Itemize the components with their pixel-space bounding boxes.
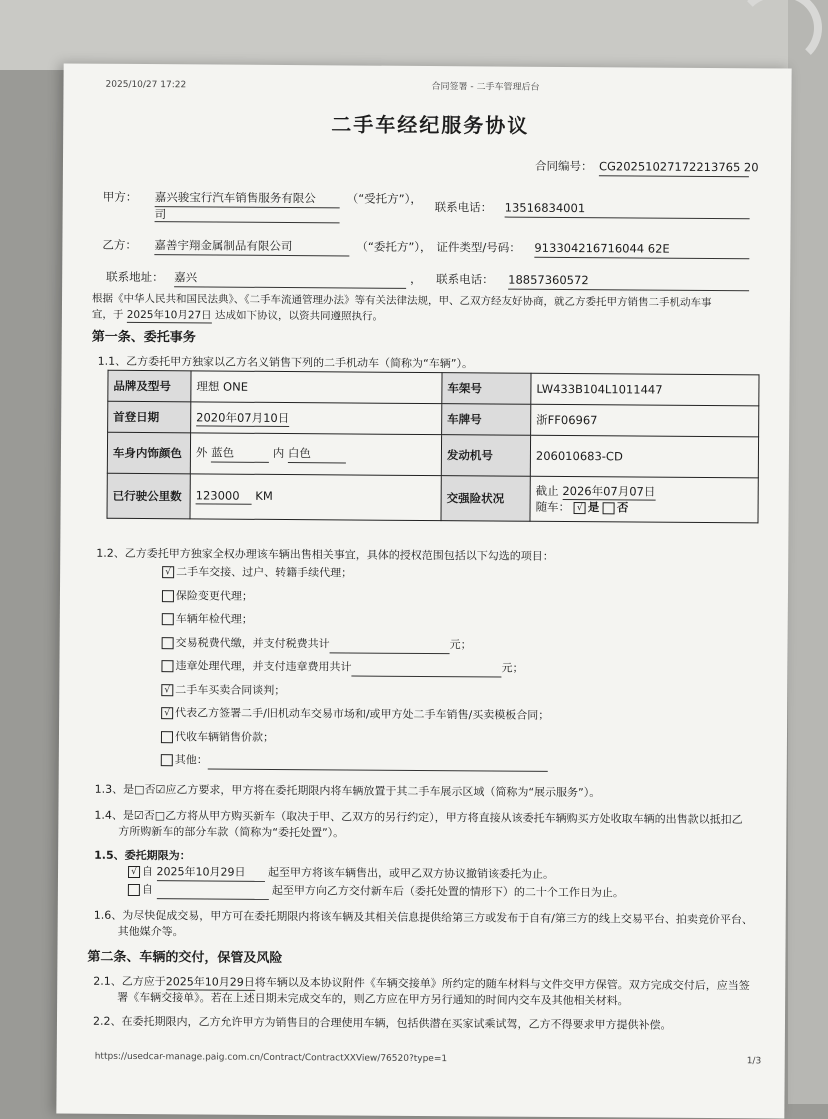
authorization-blank <box>208 752 548 771</box>
term-1-text: 起至甲方将该车辆售出，或甲乙双方协议撤销该委托为止。 <box>267 865 555 881</box>
term-1-date: 2025年10月29日 <box>156 864 264 882</box>
authorization-suffix: 元； <box>449 637 472 651</box>
color-cell <box>190 433 441 476</box>
authorization-item <box>161 705 549 723</box>
clause-1-4-line1: 1.4、是☑否□乙方将从甲方购买新车（取决于甲、乙双方的另行约定），甲方将直接从该委托车辆购买方处收取车辆的出售款以抵扣乙 <box>94 808 743 827</box>
brand-label: 品牌及型号 <box>108 370 191 402</box>
preamble-date: 2025年10月27日 <box>126 308 212 322</box>
term-1-checkbox[interactable]: √ <box>128 866 140 878</box>
plate-value: 浙FF06967 <box>531 404 759 437</box>
reg-date-cell <box>191 402 442 435</box>
with-car-no-checkbox[interactable] <box>603 502 615 514</box>
authorization-label: 二手车买卖合同谈判； <box>175 682 286 697</box>
authorization-checkbox[interactable] <box>162 637 174 649</box>
party-a-role: （“受托方”）， <box>346 191 422 206</box>
authorization-item <box>161 752 548 772</box>
clause-1-5: 1.5、委托期限为： <box>94 848 191 863</box>
mileage-cell <box>190 474 441 521</box>
party-b-address: 嘉兴 <box>174 270 406 289</box>
party-b-id: 913304216716044 62E <box>534 241 749 260</box>
authorization-checkbox[interactable] <box>161 754 173 766</box>
party-b-label: 乙方： <box>102 237 137 252</box>
contract-no: CG20251027172213765 20 <box>599 159 749 177</box>
authorization-item <box>162 564 352 580</box>
clause-1-4-line2: 方所购新车的部分车款（简称为“委托处置”）。 <box>118 824 345 840</box>
authorization-label: 违章处理代理，并支付违章费用共计 <box>175 659 352 674</box>
ext-color: 蓝色 <box>211 445 269 463</box>
clause-1-2: 1.2、乙方委托甲方独家全权办理该车辆出售相关事宜，具体的授权范围包括以下勾选的项目： <box>96 546 554 563</box>
authorization-label: 代收车辆销售价款； <box>174 729 275 744</box>
section1-heading: 第一条、委托事务 <box>91 329 196 346</box>
preamble-post: 达成如下协议，以资共同遵照执行。 <box>215 309 384 323</box>
ext-prefix: 外 <box>195 445 208 460</box>
background-wall <box>0 0 828 70</box>
authorization-label: 保险变更代理； <box>175 588 254 603</box>
authorization-suffix: 元； <box>501 661 524 675</box>
with-car-label: 随车： <box>535 499 571 515</box>
clause-1-6-line2: 其他媒介等。 <box>117 924 184 939</box>
clause-2-1-date: 2025年10月29日 <box>165 975 255 989</box>
party-a-phone-label: 联系电话： <box>434 200 493 215</box>
authorization-item <box>161 658 523 678</box>
reg-date-label: 首登日期 <box>108 401 191 433</box>
mileage-label: 已行驶公里数 <box>107 473 190 519</box>
authorization-item <box>161 729 274 745</box>
footer-page: 1/3 <box>746 1056 762 1067</box>
insurance-cell <box>530 476 758 523</box>
authorization-checkbox[interactable] <box>162 613 174 625</box>
term-1-prefix: 自 <box>141 865 154 879</box>
authorization-checkbox[interactable]: √ <box>161 684 173 696</box>
preamble-line2 <box>92 308 383 325</box>
authorization-label: 车辆年检代理； <box>175 612 253 626</box>
cable <box>736 0 822 66</box>
contract-paper <box>56 63 791 1118</box>
term-2-date-blank <box>156 882 268 900</box>
mileage-value: 123000 <box>196 488 252 504</box>
authorization-label: 二手车交接、过户、转籍手续代理； <box>176 565 353 580</box>
vin-value: LW433B104L1011447 <box>531 373 759 406</box>
authorization-checkbox[interactable] <box>161 731 173 743</box>
party-b-address-label: 联系地址： <box>106 269 164 285</box>
authorization-blank <box>351 659 501 677</box>
authorization-item <box>162 588 253 604</box>
party-a-label: 甲方： <box>102 189 138 204</box>
term-2 <box>128 882 624 902</box>
party-b-phone-label: 联系电话： <box>436 272 494 287</box>
insurance-label: 交强险状况 <box>441 476 530 522</box>
authorization-item <box>161 682 285 698</box>
comma: ， <box>410 271 422 286</box>
insurance-until: 2026年07月07日 <box>562 483 656 499</box>
background-edge <box>788 0 828 1104</box>
party-b-name: 嘉善宇翔金属制品有限公司 <box>154 238 349 256</box>
authorization-label: 交易税费代缴，并支付税费共计 <box>175 635 330 650</box>
authorization-checkbox[interactable]: √ <box>161 707 173 719</box>
party-b-role: （“委托方”）， <box>356 239 432 255</box>
authorization-checkbox[interactable] <box>161 660 173 672</box>
clause-1-1: 1.1、乙方委托甲方独家以乙方名义销售下列的二手机动车（简称为“车辆”）。 <box>97 354 474 371</box>
clause-2-1-line2: 署《车辆交接单》。若在上述日期未完成交车的，则乙方应在甲方另行通知的时间内交车及其他相关材料。 <box>117 990 629 1008</box>
print-system-title: 合同签署 - 二手车管理后台 <box>431 82 540 93</box>
party-b-phone: 18857360572 <box>508 273 749 292</box>
authorization-blank <box>330 636 450 654</box>
section2-heading: 第二条、车辆的交付，保管及风险 <box>87 949 283 967</box>
party-a-phone: 13516834001 <box>505 201 750 220</box>
document-title: 二手车经纪服务协议 <box>331 112 530 138</box>
engine-value: 206010683-CD <box>530 435 758 478</box>
no-label: 否 <box>616 500 629 515</box>
authorization-item <box>162 635 472 654</box>
brand-value: 理想 ONE <box>191 371 442 404</box>
int-prefix: 内 <box>272 445 285 461</box>
plate-label: 车牌号 <box>442 404 531 436</box>
preamble-line1: 根据《中华人民共和国民法典》、《二手车流通管理办法》等有关法律法规，甲、乙双方经友好协商，就乙方委托甲方销售二手机动车事 <box>91 292 712 310</box>
vehicle-table <box>106 370 759 524</box>
reg-date-value: 2020年07月10日 <box>196 410 290 426</box>
color-label: 车身内饰颜色 <box>107 432 190 474</box>
authorization-checkbox[interactable]: √ <box>162 566 174 578</box>
vin-label: 车架号 <box>442 373 531 405</box>
preamble-pre: 宜，于 <box>91 308 124 321</box>
with-car-yes-checkbox[interactable]: √ <box>574 502 586 514</box>
authorization-label: 其他： <box>174 753 208 767</box>
clause-2-2: 2.2、在委托期限内，乙方允许甲方为销售目的合理使用车辆，包括供潜在买家试乘试驾，乙方不得要求甲方提供补偿。 <box>92 1014 672 1032</box>
insurance-prefix: 截止 <box>535 483 559 498</box>
clause-1-3: 1.3、是□否☑应乙方要求，甲方将在委托期限内将车辆放置于其二手车展示区域（简称为“展示服务”）。 <box>94 782 601 800</box>
clause-1-6-line1: 1.6、为尽快促成交易，甲方可在委托期限内将该车辆及其相关信息提供给第三方或发布于自有/第三方的线上交易平台、拍卖竞价平台、 <box>93 908 753 927</box>
term-2-text: 起至甲方向乙方交付新车后（委托处置的情形下）的二十个工作日为止。 <box>271 883 624 900</box>
yes-label: 是 <box>587 500 600 515</box>
footer-url: https://usedcar-manage.paig.com.cn/Contract/ContractXXView/76520?type=1 <box>94 1051 448 1065</box>
party-a-underline <box>155 221 340 223</box>
print-datetime: 2025/10/27 17:22 <box>105 79 187 91</box>
party-a-name-line2: 司 <box>154 207 167 222</box>
term-1 <box>128 864 554 884</box>
authorization-checkbox[interactable] <box>162 590 174 602</box>
authorization-label: 代表乙方签署二手/旧机动车交易市场和/或甲方处二手车销售/买卖模板合同； <box>175 706 550 722</box>
mileage-unit: KM <box>255 488 273 503</box>
party-b-id-label: 证件类型/号码： <box>436 240 521 255</box>
term-2-prefix: 自 <box>141 883 153 897</box>
int-color: 白色 <box>288 445 346 463</box>
authorization-item <box>162 611 253 627</box>
contract-no-label: 合同编号： <box>534 158 593 174</box>
party-a-name-line1: 嘉兴骏宝行汽车销售服务有限公 <box>155 190 340 208</box>
clause-2-1-pre: 2.1、乙方应于 <box>93 974 166 989</box>
clause-2-1-post: 将车辆以及本协议附件《车辆交接单》所约定的随车材料与文件交甲方保管。双方完成交付后，应当签 <box>254 975 750 993</box>
term-2-checkbox[interactable] <box>128 884 140 896</box>
engine-label: 发动机号 <box>441 435 530 477</box>
